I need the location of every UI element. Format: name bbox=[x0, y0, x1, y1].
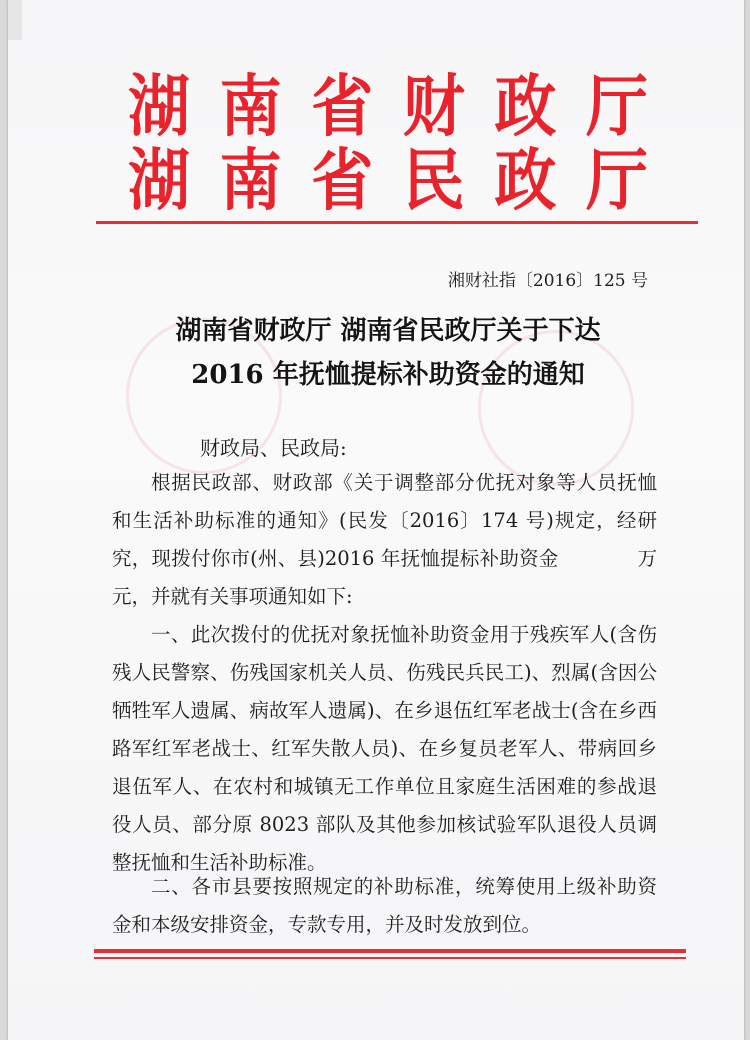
header-char: 厅 bbox=[585, 141, 648, 220]
body-paragraph-2 bbox=[112, 616, 657, 882]
header-red-rule bbox=[96, 221, 698, 224]
header-char: 财 bbox=[402, 67, 465, 146]
body-paragraph-3 bbox=[112, 868, 657, 944]
paragraph-text: 一、此次拨付的优抚对象抚恤补助资金用于残疾军人(含伤残人民警察、伤残国家机关人员、伤残民兵民工)、烈属(含因公牺牲军人遗属、病故军人遗属)、在乡退伍红军老战士(含在乡西路军红军老战士、红军失散人员)、在乡复员老军人、带病回乡退伍军人、在农村和城镇无工作单位且家庭生活困难的参战退役人员、部分原 8023 部队及其他参加核试验军队退役人员调整抚恤和生活补助标准。 bbox=[112, 623, 657, 874]
faint-stamp-right bbox=[478, 330, 634, 486]
header-char: 政 bbox=[494, 141, 557, 220]
header-char: 政 bbox=[494, 67, 557, 146]
issuer-header-civil-affairs bbox=[128, 141, 648, 220]
document-title-line-2: 2016 年抚恤提标补助资金的通知 bbox=[191, 360, 585, 390]
document-page bbox=[8, 0, 744, 1040]
header-char: 湖 bbox=[128, 141, 191, 220]
header-char: 省 bbox=[311, 67, 374, 146]
footer-red-rule bbox=[94, 949, 686, 953]
header-char: 民 bbox=[402, 141, 465, 220]
addressee: 财政局、民政局: bbox=[200, 436, 347, 460]
footer-red-rule-thin bbox=[94, 957, 686, 959]
header-char: 湖 bbox=[128, 67, 191, 146]
issuer-header-finance bbox=[128, 67, 648, 146]
paragraph-text: 二、各市县要按照规定的补助标准，统筹使用上级补助资金和本级安排资金，专款专用，并及时发放到位。 bbox=[112, 875, 657, 936]
header-char: 南 bbox=[219, 141, 282, 220]
document-number: 湘财社指〔2016〕125 号 bbox=[447, 271, 648, 291]
header-char: 南 bbox=[219, 67, 282, 146]
header-char: 厅 bbox=[585, 67, 648, 146]
header-char: 省 bbox=[311, 141, 374, 220]
paragraph-text: 根据民政部、财政部《关于调整部分优抚对象等人员抚恤和生活补助标准的通知》(民发〔2016〕174 号)规定，经研究，现拨付你市(州、县)2016 年抚恤提标补助资金 万元，并就有关事项通知如下: bbox=[112, 471, 657, 608]
document-title-line-1: 湖南省财政厅 湖南省民政厅关于下达 bbox=[175, 316, 601, 346]
body-paragraph-1 bbox=[112, 464, 657, 616]
